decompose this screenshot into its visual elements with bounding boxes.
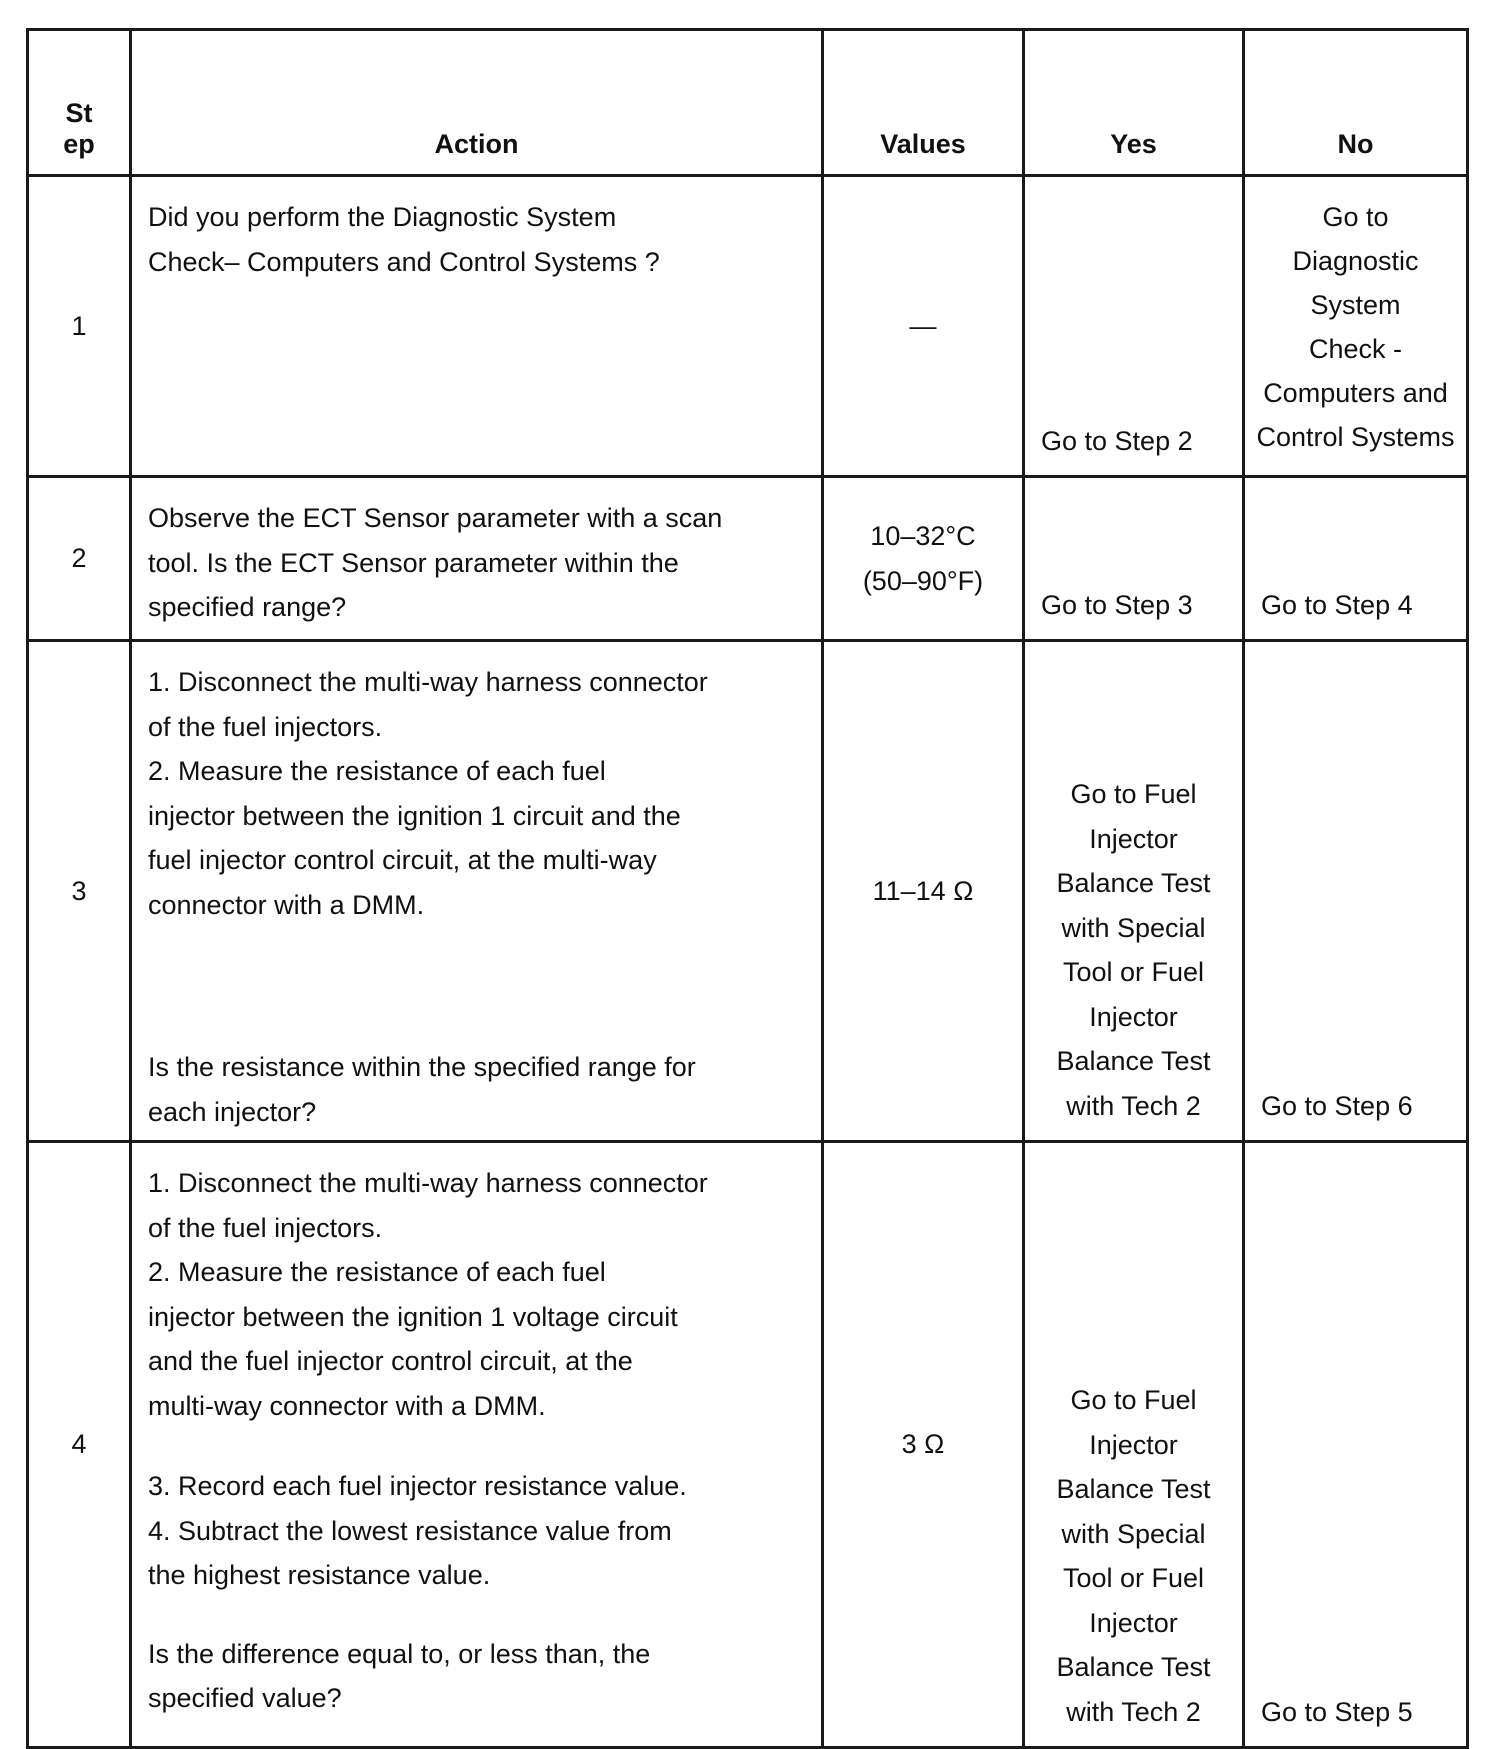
step-number: 4 — [28, 1142, 131, 1748]
step-number: 1 — [28, 176, 131, 477]
value-cell: 10–32°C (50–90°F) — [823, 477, 1024, 641]
table-row — [28, 176, 1468, 477]
step-number: 3 — [28, 641, 131, 1142]
action-question: Is the resistance within the specified range for each injector? — [148, 1052, 696, 1127]
header-yes: Yes — [1024, 30, 1244, 176]
header-row — [28, 30, 1468, 176]
value-cell: 3 Ω — [823, 1142, 1024, 1748]
yes-cell: Go to Step 2 — [1024, 176, 1244, 477]
action-cell — [131, 1142, 823, 1748]
action-text: 1. Disconnect the multi-way harness connector of the fuel injectors. 2. Measure the resistance of each fuel injector between the ignition 1 voltage circuit and the fuel injector control circuit, at the multi-way connector with a DMM. — [148, 1168, 708, 1421]
value-cell: 11–14 Ω — [823, 641, 1024, 1142]
no-cell: Go to Step 5 — [1244, 1142, 1468, 1748]
action-question: Is the difference equal to, or less than, the specified value? — [148, 1638, 651, 1713]
value-cell: — — [823, 176, 1024, 477]
header-no: No — [1244, 30, 1468, 176]
action-text: Observe the ECT Sensor parameter with a scan tool. Is the ECT Sensor parameter within the specified range? — [148, 503, 723, 622]
header-values: Values — [823, 30, 1024, 176]
table-row — [28, 477, 1468, 641]
action-cell — [131, 477, 823, 641]
header-action: Action — [131, 30, 823, 176]
step-number: 2 — [28, 477, 131, 641]
diagnostic-table — [26, 28, 1469, 1749]
action-cell — [131, 176, 823, 477]
no-cell: Go to Diagnostic System Check - Computers and Control Systems — [1244, 176, 1468, 477]
no-cell: Go to Step 4 — [1244, 477, 1468, 641]
yes-cell: Go to Step 3 — [1024, 477, 1244, 641]
action-text: 1. Disconnect the multi-way harness connector of the fuel injectors. 2. Measure the resistance of each fuel injector between the ignition 1 circuit and the fuel injector control circuit, at the multi-way connector with a DMM. — [148, 667, 708, 920]
no-cell: Go to Step 6 — [1244, 641, 1468, 1142]
table-row — [28, 1142, 1468, 1748]
action-text: Did you perform the Diagnostic System Check– Computers and Control Systems ? — [148, 202, 660, 277]
action-text: 3. Record each fuel injector resistance value. 4. Subtract the lowest resistance value from the highest resistance value. — [148, 1471, 687, 1590]
yes-cell: Go to Fuel Injector Balance Test with Special Tool or Fuel Injector Balance Test with Tech 2 — [1024, 641, 1244, 1142]
action-cell — [131, 641, 823, 1142]
header-step: St ep — [28, 30, 131, 176]
yes-cell: Go to Fuel Injector Balance Test with Special Tool or Fuel Injector Balance Test with Tech 2 — [1024, 1142, 1244, 1748]
table-row — [28, 641, 1468, 1142]
